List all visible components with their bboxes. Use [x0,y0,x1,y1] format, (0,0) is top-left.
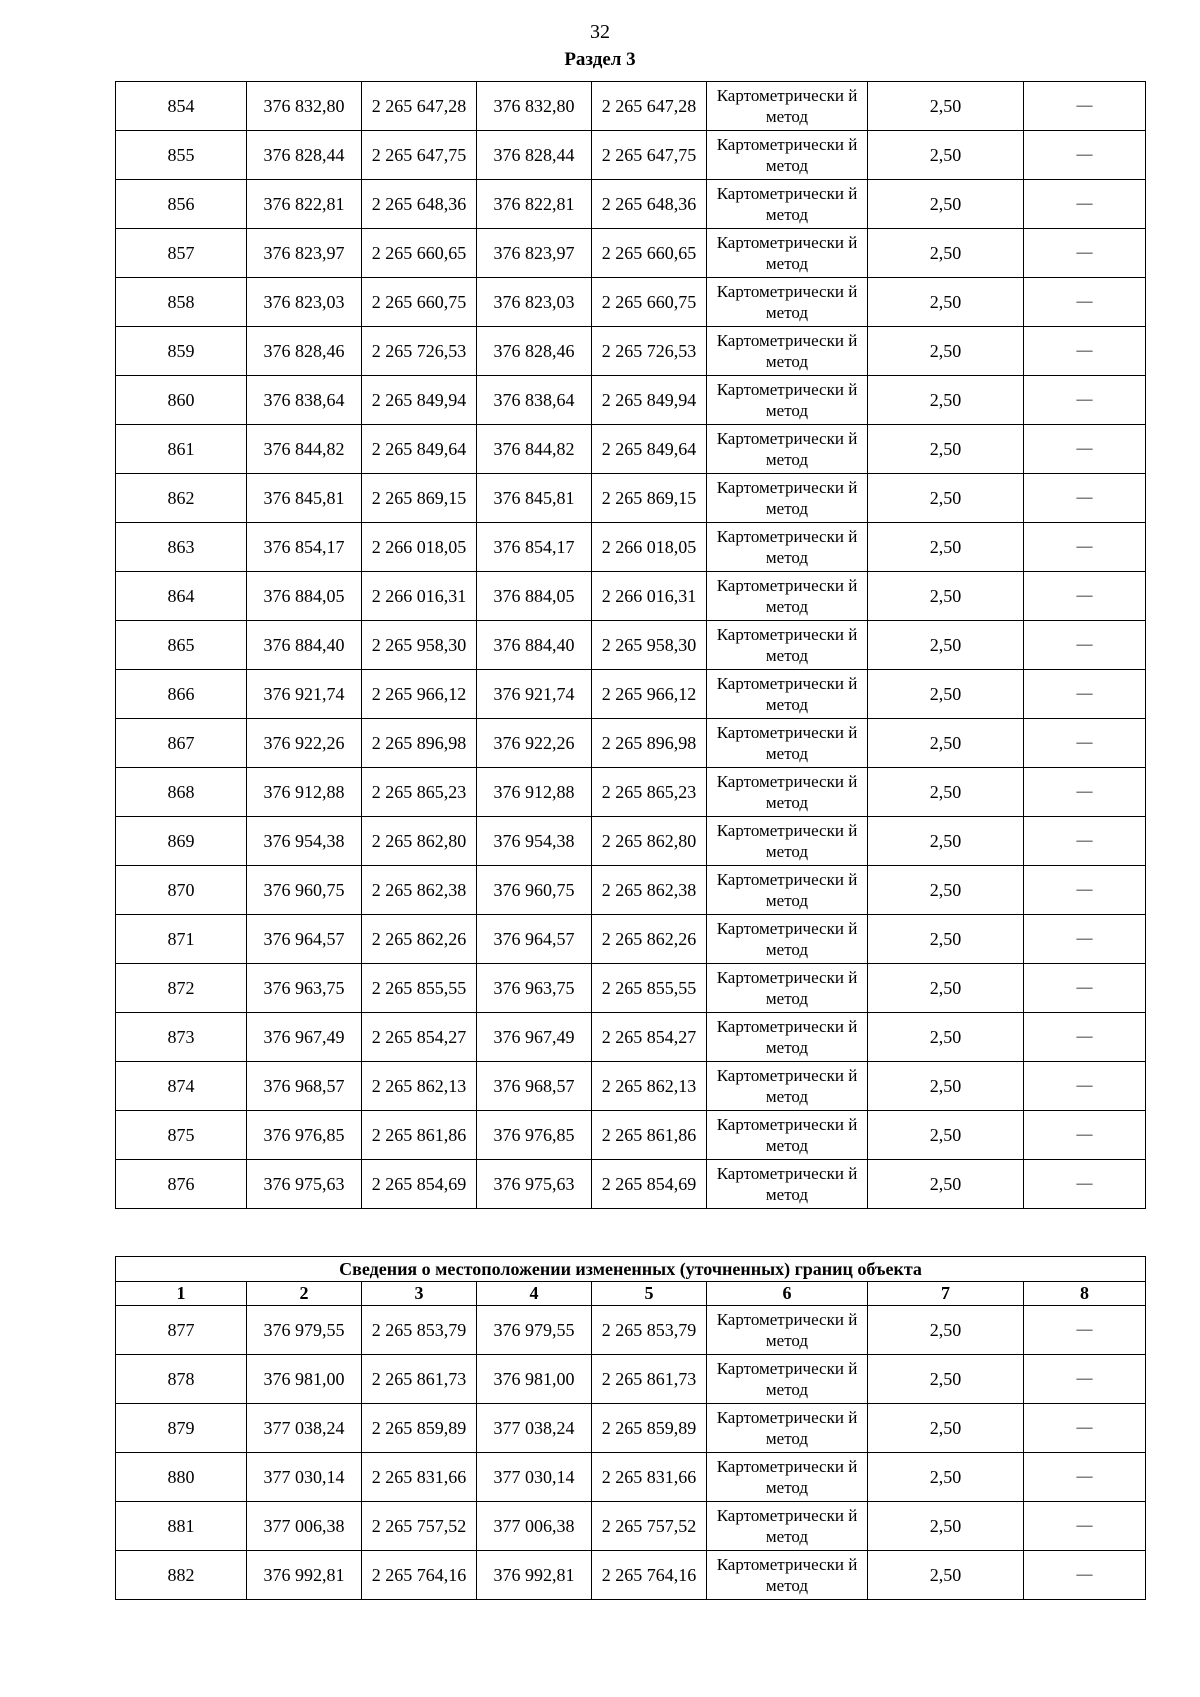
x-existing-cell: 376 954,38 [247,817,362,866]
determination-method-cell: Картометрически й метод [707,1160,868,1209]
determination-method-cell: Картометрически й метод [707,1404,868,1453]
description-cell: — [1024,523,1146,572]
y-existing-cell: 2 265 648,36 [362,180,477,229]
x-new-cell: 376 964,57 [477,915,592,964]
column-number-2: 2 [247,1282,362,1306]
table-row [116,1453,1146,1502]
point-number-cell: 857 [116,229,247,278]
point-number-cell: 876 [116,1160,247,1209]
x-new-cell: 376 828,46 [477,327,592,376]
description-cell: — [1024,1404,1146,1453]
x-existing-cell: 376 828,44 [247,131,362,180]
description-cell: — [1024,1551,1146,1600]
column-number-4: 4 [477,1282,592,1306]
y-new-cell: 2 265 660,75 [592,278,707,327]
x-existing-cell: 376 992,81 [247,1551,362,1600]
point-number-cell: 867 [116,719,247,768]
table-row [116,131,1146,180]
y-new-cell: 2 265 862,26 [592,915,707,964]
table-row [116,376,1146,425]
y-existing-cell: 2 265 859,89 [362,1404,477,1453]
description-cell: — [1024,180,1146,229]
table-row [116,964,1146,1013]
x-new-cell: 376 963,75 [477,964,592,1013]
table-row [116,523,1146,572]
y-new-cell: 2 265 855,55 [592,964,707,1013]
accuracy-cell: 2,50 [868,1062,1024,1111]
y-existing-cell: 2 265 854,27 [362,1013,477,1062]
x-existing-cell: 376 844,82 [247,425,362,474]
description-cell: — [1024,1013,1146,1062]
table-caption-row [116,1257,1146,1282]
x-new-cell: 376 823,97 [477,229,592,278]
accuracy-cell: 2,50 [868,915,1024,964]
page-number: 32 [590,21,610,43]
table-row [116,82,1146,131]
x-new-cell: 376 960,75 [477,866,592,915]
y-existing-cell: 2 265 861,73 [362,1355,477,1404]
y-existing-cell: 2 265 854,69 [362,1160,477,1209]
column-number-6: 6 [707,1282,868,1306]
accuracy-cell: 2,50 [868,376,1024,425]
y-new-cell: 2 265 862,13 [592,1062,707,1111]
determination-method-cell: Картометрически й метод [707,278,868,327]
x-new-cell: 376 854,17 [477,523,592,572]
x-new-cell: 376 838,64 [477,376,592,425]
y-new-cell: 2 265 849,94 [592,376,707,425]
table-caption: Сведения о местоположении измененных (уточненных) границ объекта [116,1257,1146,1282]
point-number-cell: 865 [116,621,247,670]
x-existing-cell: 376 967,49 [247,1013,362,1062]
description-cell: — [1024,131,1146,180]
table-row [116,1013,1146,1062]
description-cell: — [1024,1062,1146,1111]
determination-method-cell: Картометрически й метод [707,964,868,1013]
y-existing-cell: 2 265 958,30 [362,621,477,670]
y-new-cell: 2 265 854,27 [592,1013,707,1062]
description-cell: — [1024,719,1146,768]
y-new-cell: 2 265 849,64 [592,425,707,474]
x-existing-cell: 376 964,57 [247,915,362,964]
determination-method-cell: Картометрически й метод [707,131,868,180]
column-number-7: 7 [868,1282,1024,1306]
x-existing-cell: 376 975,63 [247,1160,362,1209]
description-cell: — [1024,1160,1146,1209]
x-existing-cell: 376 838,64 [247,376,362,425]
determination-method-cell: Картометрически й метод [707,915,868,964]
point-number-cell: 858 [116,278,247,327]
y-new-cell: 2 265 764,16 [592,1551,707,1600]
description-cell: — [1024,1306,1146,1355]
description-cell: — [1024,1453,1146,1502]
changed-boundaries-table-body [116,1257,1146,1600]
accuracy-cell: 2,50 [868,327,1024,376]
y-existing-cell: 2 265 896,98 [362,719,477,768]
accuracy-cell: 2,50 [868,278,1024,327]
point-number-cell: 882 [116,1551,247,1600]
accuracy-cell: 2,50 [868,1306,1024,1355]
determination-method-cell: Картометрически й метод [707,1355,868,1404]
determination-method-cell: Картометрически й метод [707,719,868,768]
x-new-cell: 376 844,82 [477,425,592,474]
x-new-cell: 376 921,74 [477,670,592,719]
accuracy-cell: 2,50 [868,719,1024,768]
table-row [116,1404,1146,1453]
point-number-cell: 856 [116,180,247,229]
y-existing-cell: 2 265 726,53 [362,327,477,376]
x-existing-cell: 376 976,85 [247,1111,362,1160]
determination-method-cell: Картометрически й метод [707,1502,868,1551]
point-number-cell: 874 [116,1062,247,1111]
description-cell: — [1024,229,1146,278]
point-number-cell: 881 [116,1502,247,1551]
x-new-cell: 376 968,57 [477,1062,592,1111]
table-row [116,327,1146,376]
point-number-cell: 879 [116,1404,247,1453]
x-new-cell: 376 976,85 [477,1111,592,1160]
x-new-cell: 376 912,88 [477,768,592,817]
y-new-cell: 2 265 757,52 [592,1502,707,1551]
point-number-cell: 854 [116,82,247,131]
coordinates-table-body [116,82,1146,1209]
description-cell: — [1024,1111,1146,1160]
x-new-cell: 376 922,26 [477,719,592,768]
determination-method-cell: Картометрически й метод [707,474,868,523]
x-existing-cell: 376 828,46 [247,327,362,376]
accuracy-cell: 2,50 [868,964,1024,1013]
x-new-cell: 376 832,80 [477,82,592,131]
y-new-cell: 2 265 853,79 [592,1306,707,1355]
determination-method-cell: Картометрически й метод [707,327,868,376]
description-cell: — [1024,768,1146,817]
determination-method-cell: Картометрически й метод [707,425,868,474]
x-existing-cell: 376 822,81 [247,180,362,229]
accuracy-cell: 2,50 [868,817,1024,866]
description-cell: — [1024,915,1146,964]
accuracy-cell: 2,50 [868,866,1024,915]
description-cell: — [1024,425,1146,474]
point-number-cell: 855 [116,131,247,180]
determination-method-cell: Картометрически й метод [707,1111,868,1160]
y-new-cell: 2 265 648,36 [592,180,707,229]
point-number-cell: 861 [116,425,247,474]
point-number-cell: 878 [116,1355,247,1404]
y-existing-cell: 2 265 862,13 [362,1062,477,1111]
accuracy-cell: 2,50 [868,572,1024,621]
table-row [116,425,1146,474]
description-cell: — [1024,474,1146,523]
x-new-cell: 376 981,00 [477,1355,592,1404]
y-existing-cell: 2 265 831,66 [362,1453,477,1502]
y-new-cell: 2 265 859,89 [592,1404,707,1453]
x-new-cell: 377 038,24 [477,1404,592,1453]
table-row [116,1502,1146,1551]
accuracy-cell: 2,50 [868,768,1024,817]
table-row [116,719,1146,768]
accuracy-cell: 2,50 [868,1355,1024,1404]
y-existing-cell: 2 265 862,38 [362,866,477,915]
point-number-cell: 872 [116,964,247,1013]
y-existing-cell: 2 265 853,79 [362,1306,477,1355]
point-number-cell: 860 [116,376,247,425]
description-cell: — [1024,1355,1146,1404]
accuracy-cell: 2,50 [868,670,1024,719]
determination-method-cell: Картометрически й метод [707,621,868,670]
y-new-cell: 2 265 660,65 [592,229,707,278]
x-new-cell: 376 992,81 [477,1551,592,1600]
x-existing-cell: 376 884,40 [247,621,362,670]
accuracy-cell: 2,50 [868,1013,1024,1062]
determination-method-cell: Картометрически й метод [707,1453,868,1502]
point-number-cell: 870 [116,866,247,915]
table-row [116,278,1146,327]
y-existing-cell: 2 265 966,12 [362,670,477,719]
accuracy-cell: 2,50 [868,180,1024,229]
determination-method-cell: Картометрически й метод [707,523,868,572]
y-existing-cell: 2 266 016,31 [362,572,477,621]
determination-method-cell: Картометрически й метод [707,376,868,425]
description-cell: — [1024,964,1146,1013]
x-new-cell: 377 030,14 [477,1453,592,1502]
y-new-cell: 2 265 726,53 [592,327,707,376]
determination-method-cell: Картометрически й метод [707,1013,868,1062]
accuracy-cell: 2,50 [868,621,1024,670]
y-new-cell: 2 265 958,30 [592,621,707,670]
point-number-cell: 871 [116,915,247,964]
x-existing-cell: 376 963,75 [247,964,362,1013]
table-row [116,229,1146,278]
y-new-cell: 2 265 647,28 [592,82,707,131]
accuracy-cell: 2,50 [868,523,1024,572]
column-number-5: 5 [592,1282,707,1306]
x-new-cell: 377 006,38 [477,1502,592,1551]
y-new-cell: 2 265 861,86 [592,1111,707,1160]
x-existing-cell: 376 981,00 [247,1355,362,1404]
y-new-cell: 2 265 861,73 [592,1355,707,1404]
x-existing-cell: 376 832,80 [247,82,362,131]
x-existing-cell: 376 912,88 [247,768,362,817]
y-existing-cell: 2 265 849,94 [362,376,477,425]
y-new-cell: 2 265 831,66 [592,1453,707,1502]
y-existing-cell: 2 265 861,86 [362,1111,477,1160]
y-existing-cell: 2 266 018,05 [362,523,477,572]
determination-method-cell: Картометрически й метод [707,82,868,131]
x-new-cell: 376 884,40 [477,621,592,670]
y-existing-cell: 2 265 869,15 [362,474,477,523]
x-existing-cell: 376 922,26 [247,719,362,768]
description-cell: — [1024,621,1146,670]
y-new-cell: 2 266 018,05 [592,523,707,572]
accuracy-cell: 2,50 [868,474,1024,523]
table-row [116,1160,1146,1209]
point-number-cell: 863 [116,523,247,572]
point-number-cell: 880 [116,1453,247,1502]
x-new-cell: 376 828,44 [477,131,592,180]
determination-method-cell: Картометрически й метод [707,229,868,278]
x-new-cell: 376 979,55 [477,1306,592,1355]
column-number-1: 1 [116,1282,247,1306]
accuracy-cell: 2,50 [868,82,1024,131]
y-new-cell: 2 265 647,75 [592,131,707,180]
y-existing-cell: 2 265 855,55 [362,964,477,1013]
x-existing-cell: 376 823,03 [247,278,362,327]
point-number-cell: 875 [116,1111,247,1160]
determination-method-cell: Картометрически й метод [707,1062,868,1111]
y-existing-cell: 2 265 757,52 [362,1502,477,1551]
determination-method-cell: Картометрически й метод [707,768,868,817]
x-new-cell: 376 975,63 [477,1160,592,1209]
accuracy-cell: 2,50 [868,1551,1024,1600]
description-cell: — [1024,670,1146,719]
table-row [116,1355,1146,1404]
column-number-3: 3 [362,1282,477,1306]
accuracy-cell: 2,50 [868,1404,1024,1453]
point-number-cell: 869 [116,817,247,866]
column-number-8: 8 [1024,1282,1146,1306]
determination-method-cell: Картометрически й метод [707,572,868,621]
table-row [116,1111,1146,1160]
table-row [116,572,1146,621]
table-row [116,621,1146,670]
determination-method-cell: Картометрически й метод [707,817,868,866]
y-existing-cell: 2 265 647,28 [362,82,477,131]
determination-method-cell: Картометрически й метод [707,670,868,719]
description-cell: — [1024,327,1146,376]
table-row [116,180,1146,229]
x-new-cell: 376 954,38 [477,817,592,866]
x-existing-cell: 376 960,75 [247,866,362,915]
description-cell: — [1024,82,1146,131]
determination-method-cell: Картометрически й метод [707,180,868,229]
x-existing-cell: 376 884,05 [247,572,362,621]
table-row [116,817,1146,866]
x-existing-cell: 376 845,81 [247,474,362,523]
coordinates-table [115,81,1146,1209]
y-existing-cell: 2 265 660,75 [362,278,477,327]
x-existing-cell: 376 854,17 [247,523,362,572]
accuracy-cell: 2,50 [868,425,1024,474]
y-existing-cell: 2 265 647,75 [362,131,477,180]
table-row [116,866,1146,915]
y-existing-cell: 2 265 865,23 [362,768,477,817]
point-number-cell: 866 [116,670,247,719]
x-existing-cell: 376 921,74 [247,670,362,719]
description-cell: — [1024,817,1146,866]
accuracy-cell: 2,50 [868,1453,1024,1502]
x-new-cell: 376 967,49 [477,1013,592,1062]
accuracy-cell: 2,50 [868,229,1024,278]
x-existing-cell: 377 030,14 [247,1453,362,1502]
section-title: Раздел 3 [564,49,636,70]
y-new-cell: 2 265 865,23 [592,768,707,817]
table-row [116,474,1146,523]
point-number-cell: 859 [116,327,247,376]
accuracy-cell: 2,50 [868,1160,1024,1209]
x-existing-cell: 377 006,38 [247,1502,362,1551]
y-new-cell: 2 265 862,80 [592,817,707,866]
description-cell: — [1024,1502,1146,1551]
table-row [116,1062,1146,1111]
x-new-cell: 376 823,03 [477,278,592,327]
determination-method-cell: Картометрически й метод [707,1306,868,1355]
accuracy-cell: 2,50 [868,131,1024,180]
y-existing-cell: 2 265 862,26 [362,915,477,964]
x-existing-cell: 377 038,24 [247,1404,362,1453]
changed-boundaries-table [115,1256,1146,1600]
y-existing-cell: 2 265 660,65 [362,229,477,278]
y-new-cell: 2 265 896,98 [592,719,707,768]
y-new-cell: 2 265 869,15 [592,474,707,523]
x-existing-cell: 376 823,97 [247,229,362,278]
y-new-cell: 2 265 854,69 [592,1160,707,1209]
y-new-cell: 2 265 966,12 [592,670,707,719]
table-row [116,915,1146,964]
determination-method-cell: Картометрически й метод [707,1551,868,1600]
accuracy-cell: 2,50 [868,1502,1024,1551]
y-existing-cell: 2 265 849,64 [362,425,477,474]
description-cell: — [1024,572,1146,621]
point-number-cell: 862 [116,474,247,523]
point-number-cell: 877 [116,1306,247,1355]
point-number-cell: 868 [116,768,247,817]
x-new-cell: 376 884,05 [477,572,592,621]
description-cell: — [1024,278,1146,327]
y-existing-cell: 2 265 764,16 [362,1551,477,1600]
x-existing-cell: 376 968,57 [247,1062,362,1111]
column-number-row [116,1282,1146,1306]
determination-method-cell: Картометрически й метод [707,866,868,915]
accuracy-cell: 2,50 [868,1111,1024,1160]
table-row [116,1551,1146,1600]
point-number-cell: 864 [116,572,247,621]
table-row [116,768,1146,817]
y-existing-cell: 2 265 862,80 [362,817,477,866]
description-cell: — [1024,376,1146,425]
x-new-cell: 376 822,81 [477,180,592,229]
table-row [116,1306,1146,1355]
description-cell: — [1024,866,1146,915]
x-existing-cell: 376 979,55 [247,1306,362,1355]
y-new-cell: 2 266 016,31 [592,572,707,621]
point-number-cell: 873 [116,1013,247,1062]
y-new-cell: 2 265 862,38 [592,866,707,915]
table-row [116,670,1146,719]
x-new-cell: 376 845,81 [477,474,592,523]
